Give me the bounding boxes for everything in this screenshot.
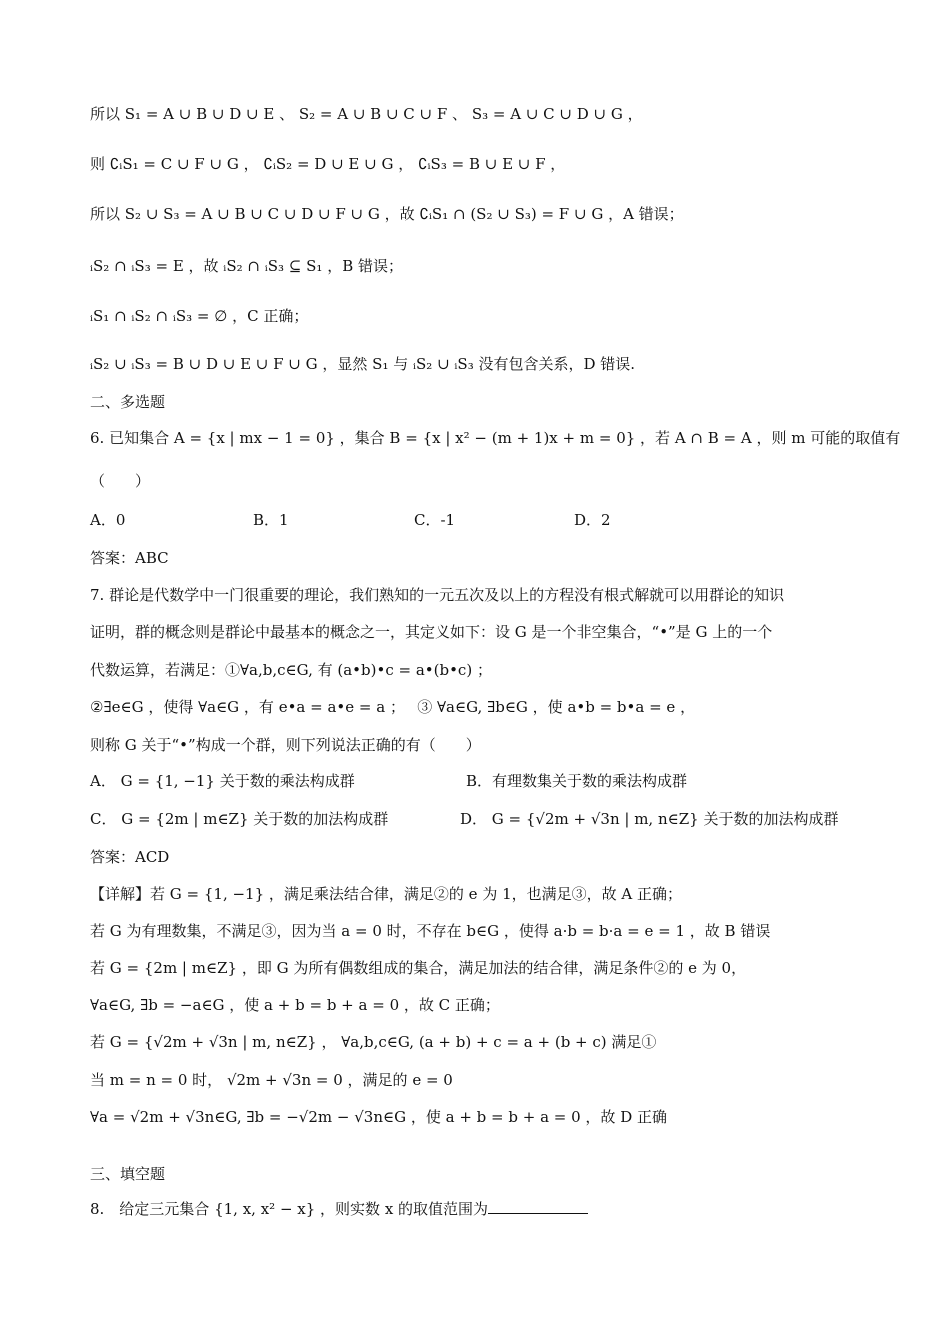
answer-line: 答案：ACD: [90, 848, 170, 866]
question-7-stem: 7. 群论是代数学中一门很重要的理论，我们熟知的一元五次及以上的方程没有根式解就可以用群论的知识: [90, 586, 785, 604]
text-line: 所以 S₂ ∪ S₃ = A ∪ B ∪ C ∪ D ∪ F ∪ G ，故 ∁ᵢS₁ ∩ (S₂ ∪ S₃) = F ∪ G ，A 错误；: [90, 205, 684, 223]
text-line: ᵢS₂ ∪ ᵢS₃ = B ∪ D ∪ E ∪ F ∪ G ，显然 S₁ 与 ᵢS₂ ∪ ᵢS₃ 没有包含关系，D 错误.: [90, 355, 636, 373]
text-line: 所以 S₁ = A ∪ B ∪ D ∪ E 、 S₂ = A ∪ B ∪ C ∪ F 、 S₃ = A ∪ C ∪ D ∪ G ，: [90, 105, 643, 123]
q6-option-d: D．2: [574, 511, 611, 529]
question-8-text: 8. 给定三元集合 {1, x, x² − x} ，则实数 x 的取值范围为: [90, 1200, 489, 1218]
q7-option-a: A． G = {1, −1} 关于数的乘法构成群: [90, 772, 355, 790]
solution-line: ∀a∈G, ∃b = −a∈G ，使 a + b = b + a = 0 ，故 C 正确；: [90, 996, 500, 1014]
section-heading: 三、填空题: [90, 1165, 166, 1183]
fill-in-blank: [488, 1199, 588, 1214]
solution-line: ∀a = √2m + √3n∈G, ∃b = −√2m − √3n∈G ，使 a + b = b + a = 0 ，故 D 正确: [90, 1108, 667, 1126]
q6-option-c: C．-1: [414, 511, 456, 529]
text-line: ᵢS₂ ∩ ᵢS₃ = E ，故 ᵢS₂ ∩ ᵢS₃ ⊆ S₁ ，B 错误；: [90, 257, 403, 275]
solution-line: 若 G 为有理数集，不满足③，因为当 a = 0 时，不存在 b∈G ，使得 a·b = b·a = e = 1 ，故 B 错误: [90, 922, 771, 940]
q6-option-b: B．1: [253, 511, 289, 529]
section-heading: 二、多选题: [90, 393, 166, 411]
answer-parentheses: （ ）: [90, 472, 151, 490]
question-6-stem: 6. 已知集合 A = {x | mx − 1 = 0} ，集合 B = {x | x² − (m + 1)x + m = 0} ，若 A ∩ B = A ，则 m 可能的取值有: [90, 429, 901, 447]
q7-option-c: C． G = {2m | m∈Z} 关于数的加法构成群: [90, 810, 389, 828]
q7-option-d: D． G = {√2m + √3n | m, n∈Z} 关于数的加法构成群: [460, 810, 839, 828]
solution-line: 【详解】若 G = {1, −1} ，满足乘法结合律，满足②的 e 为 1，也满足③，故 A 正确；: [90, 885, 682, 903]
solution-line: 当 m = n = 0 时， √2m + √3n = 0 ，满足的 e = 0: [90, 1071, 453, 1089]
text-line: 证明，群的概念则是群论中最基本的概念之一，其定义如下：设 G 是一个非空集合，“•”是 G 上的一个: [90, 623, 773, 641]
solution-line: 若 G = {2m | m∈Z} ，即 G 为所有偶数组成的集合，满足加法的结合律，满足条件②的 e 为 0，: [90, 959, 747, 977]
answer-line: 答案：ABC: [90, 549, 169, 567]
text-line: ᵢS₁ ∩ ᵢS₂ ∩ ᵢS₃ = ∅ ，C 正确；: [90, 307, 309, 325]
text-line: 代数运算，若满足：①∀a,b,c∈G, 有 (a•b)•c = a•(b•c) ；: [90, 661, 492, 679]
q7-option-b: B．有理数集关于数的乘法构成群: [466, 772, 688, 790]
text-line: 则称 G 关于“•”构成一个群，则下列说法正确的有（ ）: [90, 736, 481, 754]
text-line: 则 ∁ᵢS₁ = C ∪ F ∪ G ， ∁ᵢS₂ = D ∪ E ∪ G ， ∁ᵢS₃ = B ∪ E ∪ F ，: [90, 155, 566, 173]
text-line: ②∃e∈G ，使得 ∀a∈G ，有 e•a = a•e = a ； ③ ∀a∈G, ∃b∈G ，使 a•b = b•a = e ，: [90, 698, 696, 716]
question-8-stem: [90, 1199, 588, 1219]
q6-option-a: A．0: [90, 511, 126, 529]
solution-line: 若 G = {√2m + √3n | m, n∈Z} ， ∀a,b,c∈G, (a + b) + c = a + (b + c) 满足①: [90, 1033, 657, 1051]
